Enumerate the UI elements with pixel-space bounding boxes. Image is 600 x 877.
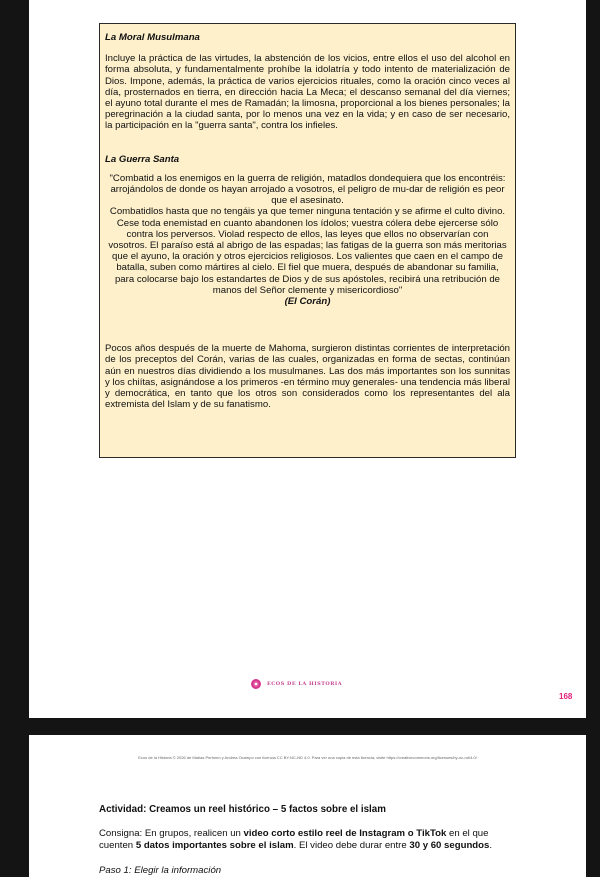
- moral-paragraph: Incluye la práctica de las virtudes, la abstención de los vicios, entre ellos el uso del alcohol en forma absoluta, y fundamentalmente prohíbe la idolatría y todo intento de materialización de Dios. Impone, además, la práctica de varios ejercicios rituales, como la oración cinco veces al día, prosternados en tierra, en dirección hacia La Meca; el descanso semanal del día viernes; el ayuno total durante el mes de Ramadán; la limosna, proporcional a los bienes personales; la peregrinación a la ciudad santa, por lo menos una vez en la vida; y en caso de ser necesario, la participación en la "guerra santa", contra los infieles.: [105, 53, 510, 132]
- page-number: 168: [559, 692, 573, 701]
- section-title-moral: La Moral Musulmana: [105, 32, 200, 43]
- activity-title: Actividad: Creamos un reel histórico – 5 factos sobre el islam: [99, 804, 386, 815]
- consigna-text-3: . El video debe durar entre: [293, 840, 410, 851]
- consigna-bold-1: video corto estilo reel de Instagram o TikTok: [243, 828, 447, 839]
- consigna-bold-2: 5 datos importantes sobre el islam: [135, 840, 294, 851]
- info-box: [99, 23, 516, 458]
- closing-paragraph: Pocos años después de la muerte de Mahoma, surgieron distintas corrientes de interpretación de los preceptos del Corán, varias de las cuales, organizadas en forma de sectas, continúan aún en nuestros días dividiendo a los musulmanes. Las dos más importantes son los sunnitas y los chiítas, asignándose a los primeros -en término muy generales- una tendencia más liberal y democrática, en tanto que los otros son considerados como los representantes del ala extremista del Islam y de su fanatismo.: [105, 343, 510, 411]
- ecos-logo-icon: [251, 679, 261, 689]
- next-page: [29, 735, 586, 877]
- book-page: [29, 0, 586, 718]
- logo-text: ECOS DE LA HISTORIA: [267, 681, 343, 687]
- quote-paragraph-1: "Combatid a los enemigos en la guerra de religión, matadlos dondequiera que los encontréis: arrojándolos de donde os hayan arrojado a vosotros, el peligro de mu-dar de religión es peor que el asesinato.: [109, 172, 506, 207]
- consigna-text-2: en el que cuenten: [99, 828, 489, 851]
- section-title-guerra: La Guerra Santa: [105, 153, 180, 165]
- consigna-text-4: .: [489, 840, 493, 851]
- quote-paragraph-2: Combatidlos hasta que no tengáis ya que temer ninguna tentación y se afirme el culto divino. Cese toda enemistad en cuanto abandonen los ídolos; vuestra cólera debe ejercerse sólo contra los perversos. Violad respecto de ellos, las leyes que ellos no observarían con vosotros. El paraíso está al abrigo de las espadas; las fatigas de la guerra son más meritorias que el ayuno, la oración y otros ejercicios religiosos. Los valientes que caen en el campo de batalla, suben como mártires al cielo. El fiel que muera, después de abandonar su familia, para colocarse bajo los estandartes de Dios y de sus apóstoles, recibirá una retribución de manos del Señor clemente y misericordioso": [108, 206, 507, 296]
- consigna-text-1: Consigna: En grupos, realicen un: [99, 828, 244, 839]
- step-heading: Paso 1: Elegir la información: [99, 865, 222, 876]
- consigna-paragraph: [99, 828, 524, 852]
- consigna-bold-3: 30 y 60 segundos: [409, 840, 490, 851]
- license-line: Ecos de la Historia © 2026 de Matías Perfumo y Andrea Ocampo con licencia CC BY-NC-ND 4.0. Para ver una copia de esta licencia, visite https://creativecommons.org/licenses/by-nc-nd/4.0/: [138, 755, 477, 760]
- book-logo: [251, 678, 342, 690]
- quote-source: (El Corán): [284, 296, 331, 308]
